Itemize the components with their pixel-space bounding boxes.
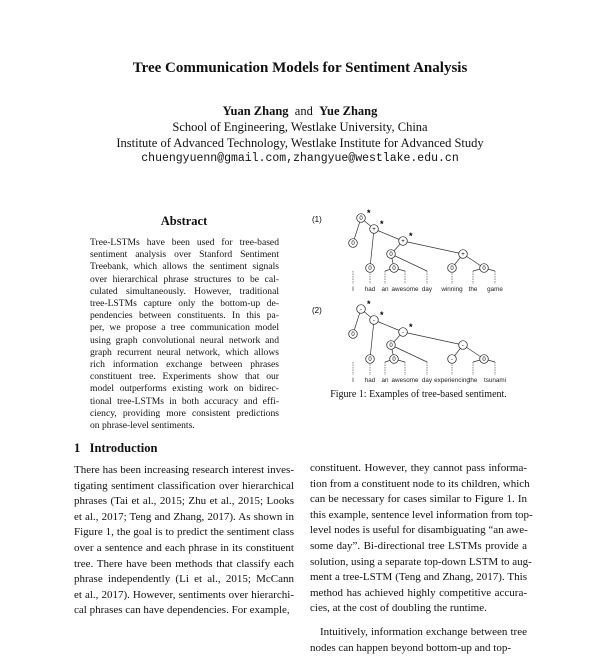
tree-node-label: 0: [482, 357, 486, 364]
section-number: 1: [74, 441, 81, 455]
intro-line: nodes can happen beyond bottom-up and top-: [310, 641, 512, 654]
abstract-line: rich information exchange between phrases: [90, 359, 279, 371]
tree-label: (1): [312, 215, 322, 224]
abstract-line: ciency, providing more consistent predictions: [90, 407, 279, 419]
abstract-line: over hierarchical phrase structures to be cal-: [90, 273, 279, 285]
tree-word: an: [381, 377, 389, 384]
abstract-line: model outperforms existing work on bidirec-: [90, 383, 279, 395]
tree-word: the: [468, 286, 478, 293]
abstract-line: Treebank, which allows the sentiment signals: [90, 261, 279, 273]
intro-line: constituent. However, they cannot pass informa-: [310, 462, 527, 474]
tree-word: I: [352, 377, 354, 384]
section-heading: [74, 441, 157, 456]
paragraph-gap: [310, 617, 527, 625]
tree-edge: [374, 320, 403, 332]
tree-word: day: [421, 377, 433, 384]
affiliation-1: School of Engineering, Westlake University, China: [172, 120, 428, 134]
figure-caption: Figure 1: Examples of tree-based sentiment.: [330, 389, 507, 400]
tree-word: game: [487, 286, 503, 293]
tree-edge: [374, 229, 403, 241]
tree-edge: [370, 320, 374, 359]
section-title: Introduction: [89, 441, 158, 455]
tree-node-label: -: [402, 330, 404, 337]
abstract-line: culated simultaneously. However, traditional: [90, 285, 279, 297]
paper-title: Tree Communication Models for Sentiment Analysis: [132, 60, 468, 76]
star-marker: *: [409, 322, 413, 332]
abstract-line: tional tree-LSTMs in both accuracy and effi-: [90, 395, 279, 407]
tree-node-label: 0: [368, 357, 372, 364]
intro-line: cal phrases can have dependencies. For example,: [74, 604, 290, 617]
star-marker: *: [367, 299, 371, 309]
abstract-body: [90, 237, 279, 432]
intro-left-column: [74, 463, 294, 619]
abstract-line: per, we propose a tree communication model: [90, 322, 279, 334]
abstract-line: graph recurrent neural network, which allows: [90, 346, 279, 358]
tree-node-label: 0: [351, 241, 355, 248]
intro-line: level nodes is useful for disambiguating “an awe-: [310, 524, 528, 537]
intro-line: cies, at the cost of doubling the runtime.: [310, 602, 487, 615]
abstract-line: using graph convolutional neural network and: [90, 334, 279, 346]
intro-line: can be necessary for cases similar to Figure 1. In: [310, 493, 527, 506]
intro-line: et al., 2017). However, sentiments over hierarchi-: [74, 588, 294, 601]
abstract-line: pendencies between constituents. In this pa-: [90, 310, 279, 322]
tree-node-label: -: [373, 318, 375, 325]
tree-node-label: 0: [359, 216, 363, 223]
tree-node-label: 0: [450, 266, 454, 273]
intro-line: phrase independently (Li et al., 2015; McCann: [74, 573, 294, 586]
tree-node-label: 0: [351, 332, 355, 339]
star-marker: *: [380, 219, 384, 229]
tree-edge: [403, 241, 463, 254]
tree-label: (2): [312, 306, 322, 315]
tree-word: the: [468, 377, 478, 384]
abstract-line: sentiment analysis over Stanford Sentiment: [90, 249, 279, 261]
tree-word: winning: [441, 286, 463, 293]
star-marker: *: [367, 208, 371, 218]
star-marker: *: [409, 231, 413, 241]
tree-word: an: [381, 286, 389, 293]
tree-word: had: [364, 377, 376, 384]
intro-line: phrases (Tai et al., 2015; Zhu et al., 2015; Looks: [74, 495, 294, 508]
tree-node-label: +: [401, 239, 405, 246]
intro-line: Figure 1, the goal is to predict the sentiment class: [74, 526, 294, 539]
author-emails: chuengyuenn@gmail.com,zhangyue@westlake.edu.cn: [141, 152, 459, 165]
intro-right-column: [310, 461, 533, 656]
tree-word: day: [421, 286, 433, 293]
tree-word: experiencing: [434, 377, 470, 384]
abstract-heading: Abstract: [160, 214, 208, 228]
tree-example-2: [312, 299, 506, 384]
tree-word: I: [352, 286, 354, 293]
intro-line: et al., 2017; Teng and Zhang, 2017). As shown in: [74, 510, 294, 523]
tree-word: awesome: [391, 286, 419, 293]
abstract-line: tree-LSTMs capture only the bottom-up de-: [90, 298, 279, 310]
star-marker: *: [380, 310, 384, 320]
intro-line: tigating sentiment classification over hierarchical: [74, 479, 294, 492]
intro-line: method has achieved highly competitive accura-: [310, 586, 527, 599]
tree-word: had: [364, 286, 376, 293]
tree-node-label: -: [462, 343, 464, 350]
tree-node-label: 0: [389, 343, 393, 350]
intro-line: tree. There have been methods that classify each: [74, 557, 294, 570]
affiliation-2: Institute of Advanced Technology, Westlake Institute for Advanced Study: [116, 136, 484, 150]
abstract-line: Tree-LSTMs have been used for tree-based: [90, 237, 279, 248]
tree-example-1: [312, 208, 503, 293]
intro-line: Intuitively, information exchange between tree: [320, 625, 527, 638]
author-conjunction: and: [294, 104, 313, 118]
intro-line: ment a tree-LSTM (Teng and Zhang, 2017). This: [310, 571, 527, 584]
intro-line: There has been increasing research interest inves-: [74, 464, 294, 476]
tree-node-label: 0: [389, 252, 393, 259]
author-block: [0, 103, 600, 167]
figure-1: [308, 208, 528, 388]
intro-line: over a sentence and each phrase in its constituent: [74, 541, 294, 554]
intro-line: tion from a constituent node to its children, which: [310, 477, 530, 490]
tree-node-label: +: [372, 227, 376, 234]
abstract-line: constituent tree. Experiments show that our: [90, 371, 279, 383]
abstract-line: on phrase-level sentiments.: [90, 420, 195, 432]
tree-node-label: 0: [392, 357, 396, 364]
tree-node-label: 0: [392, 266, 396, 273]
intro-line: solution, using a separate top-down LSTM to aug-: [310, 555, 532, 568]
tree-node-label: +: [461, 252, 465, 259]
tree-node-label: 0: [368, 266, 372, 273]
intro-line: this example, sentence level information from top-: [310, 508, 533, 521]
tree-edge: [370, 229, 374, 268]
tree-word: awesome: [391, 377, 419, 384]
tree-word: tsunami: [483, 377, 507, 384]
tree-node-label: -: [360, 307, 362, 314]
author-name-1: Yuan Zhang: [222, 104, 289, 118]
tree-node-label: -: [451, 357, 453, 364]
tree-node-label: 0: [482, 266, 486, 273]
author-name-2: Yue Zhang: [319, 104, 378, 118]
intro-line: some day”. Bi-directional tree LSTMs provide a: [310, 539, 527, 552]
tree-edge: [403, 332, 463, 345]
